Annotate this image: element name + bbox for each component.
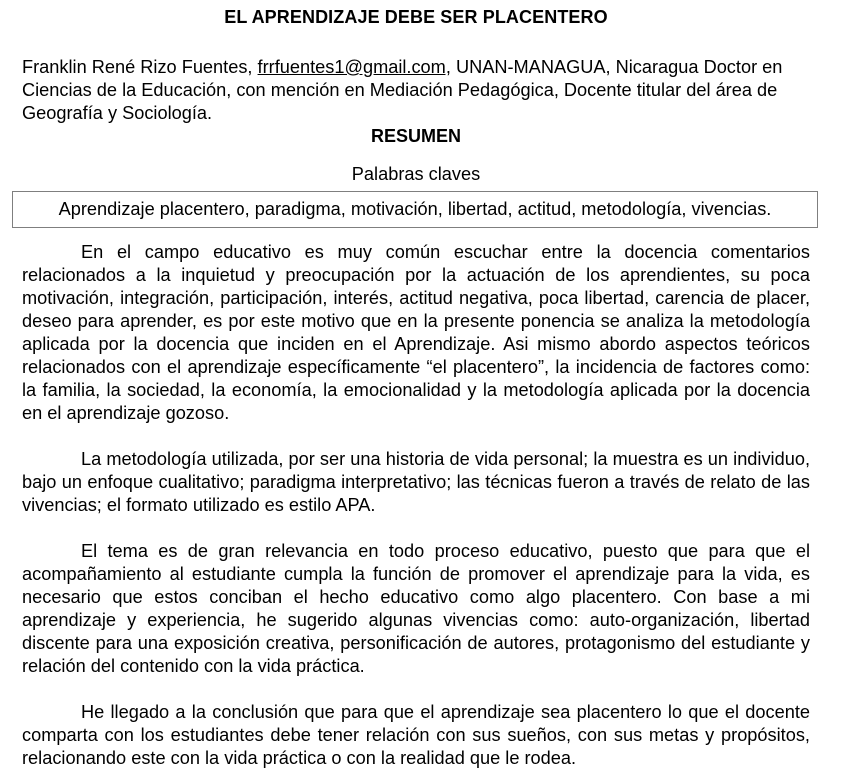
author-block <box>22 56 810 125</box>
author-name: Franklin René Rizo Fuentes, <box>22 57 258 77</box>
abstract-paragraph-2: La metodología utilizada, por ser una historia de vida personal; la muestra es un individuo, bajo un enfoque cualitativo; paradigma interpretativo; las técnicas fueron a través de relato de las vivencias; el formato utilizado es estilo APA. <box>22 449 810 515</box>
document-page <box>22 6 810 770</box>
abstract-heading: RESUMEN <box>370 126 461 146</box>
abstract-paragraph-1: En el campo educativo es muy común escuchar entre la docencia comentarios relacionados a la inquietud y preocupación por la actuación de los aprendientes, su poca motivación, integración, participación, interés, actitud negativa, poca libertad, carencia de placer, deseo para aprender, es por este motivo que en la presente ponencia se analiza la metodología aplicada por la docencia que inciden en el Aprendizaje. Asi mismo abordo aspectos teóricos relacionados con el aprendizaje específicamente “el placentero”, la incidencia de factores como: la familia, la sociedad, la economía, la emocionalidad y la metodología aplicada por la docencia en el aprendizaje gozoso. <box>22 242 810 423</box>
abstract-paragraph-3: El tema es de gran relevancia en todo proceso educativo, puesto que para que el acompañamiento al estudiante cumpla la función de promover el aprendizaje para la vida, es necesario que estos conciban el hecho educativo como algo placentero. Con base a mi aprendizaje y experiencia, he sugerido algunas vivencias como: auto-organización, libertad discente para una exposición creativa, personificación de autores, protagonismo del estudiante y relación del contenido con la vida práctica. <box>22 541 810 676</box>
author-affiliation: UNAN-MANAGUA, Nicaragua <box>450 57 699 77</box>
author-email-link[interactable]: frrfuentes1@gmail.com, <box>257 57 451 77</box>
document-title: EL APRENDIZAJE DEBE SER PLACENTERO <box>224 7 608 27</box>
author-credentials: Doctor en Ciencias de la Educación, con mención en Mediación Pedagógica, Docente titular del área de Geografía y Sociología. <box>22 57 783 123</box>
keywords-heading: Palabras claves <box>351 164 481 184</box>
abstract-paragraph-4: He llegado a la conclusión que para que el aprendizaje sea placentero lo que el docente comparta con los estudiantes debe tener relación con sus sueños, con sus metas y propósitos, relacionando este con la vida práctica o con la realidad que le rodea. <box>22 702 810 768</box>
keywords-box: Aprendizaje placentero, paradigma, motivación, libertad, actitud, metodología, vivencias. <box>12 191 818 228</box>
